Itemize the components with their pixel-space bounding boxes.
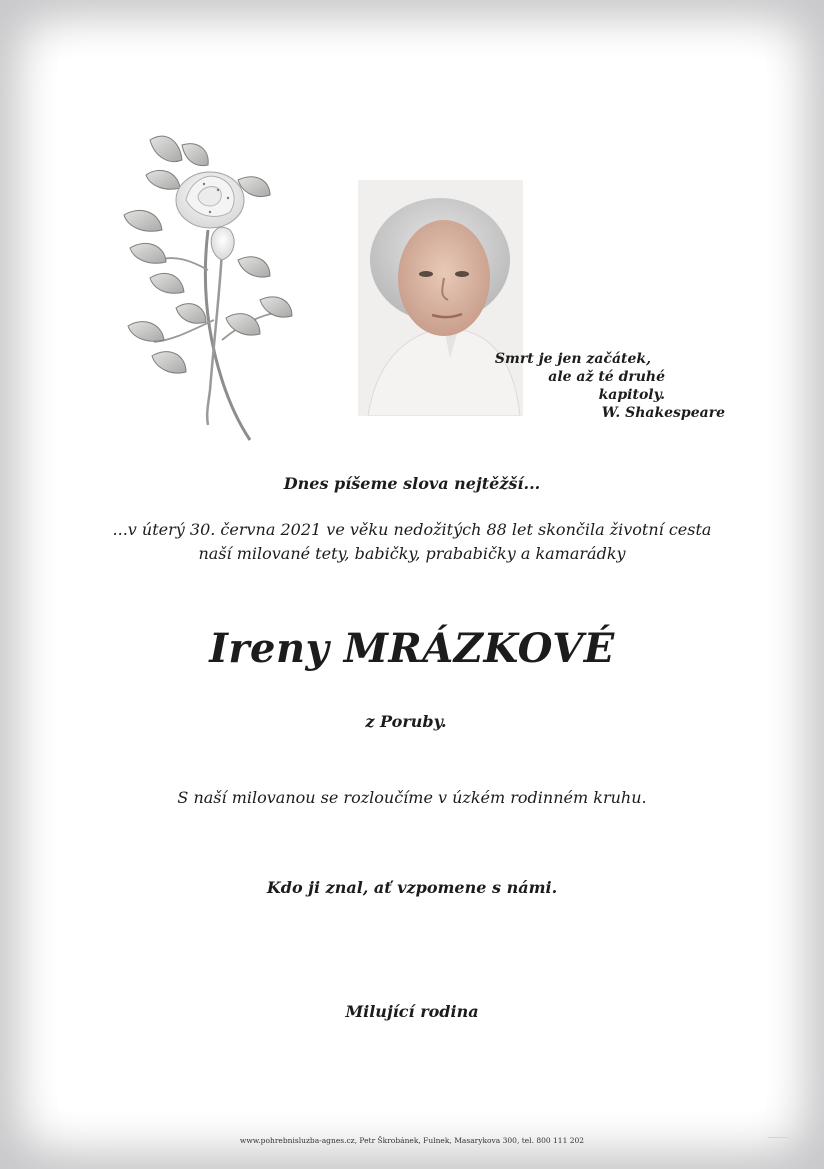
funeral-service-footer: www.pohrebnisluzba-agnes.cz, Petr Škrobánek, Fulnek, Masarykova 300, tel. 800 111 202 xyxy=(239,1136,585,1145)
rose-illustration xyxy=(110,120,305,450)
origin-line: z Poruby. xyxy=(365,712,447,731)
announcement-line-1: ...v úterý 30. června 2021 ve věku nedožitých 88 let skončila životní cesta xyxy=(112,520,712,539)
quote-line-2: ale až té druhé kapitoly. xyxy=(548,369,665,403)
opening-line: Dnes píšeme slova nejtěžší... xyxy=(283,474,541,493)
quote-line-1: Smrt je jen začátek, xyxy=(494,351,651,367)
announcement-line-2: naší milované tety, babičky, prababičky a kamarádky xyxy=(198,544,626,563)
shakespeare-quote xyxy=(480,350,725,422)
farewell-line: S naší milovanou se rozloučíme v úzkém rodinném kruhu. xyxy=(177,788,647,807)
scan-mark xyxy=(768,1131,788,1138)
death-announcement xyxy=(0,518,824,566)
quote-author: W. Shakespeare xyxy=(601,405,725,421)
family-signature: Milující rodina xyxy=(345,1002,479,1021)
deceased-name: Ireny MRÁZKOVÉ xyxy=(209,625,615,672)
remember-line: Kdo ji znal, ať vzpomene s námi. xyxy=(266,878,558,897)
